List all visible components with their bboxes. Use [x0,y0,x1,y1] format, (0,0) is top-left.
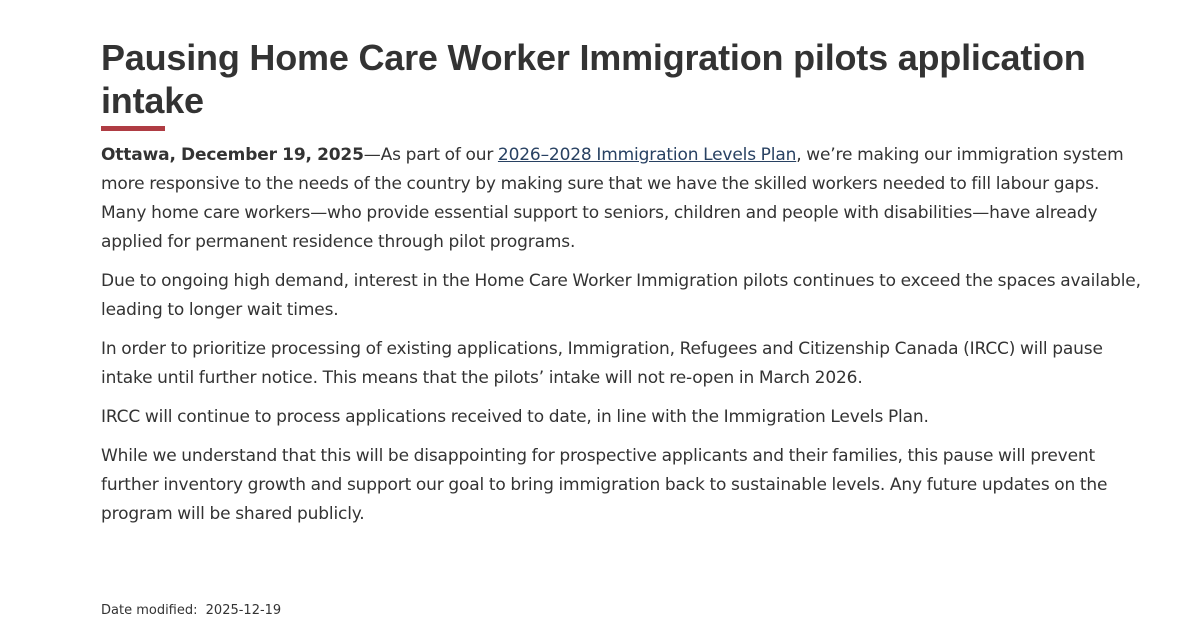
title-underline [101,126,165,131]
date-modified-value: 2025-12-19 [205,603,282,618]
date-modified-label: Date modified: [101,603,198,618]
paragraph-intro [101,141,1141,257]
date-modified [101,602,281,620]
dateline: Ottawa, December 19, 2025 [101,145,364,165]
intro-lead: —As part of our [363,145,498,165]
paragraph-processing: IRCC will continue to process applications received to date, in line with the Immigration Levels Plan. [101,407,929,427]
paragraph-demand: Due to ongoing high demand, interest in the Home Care Worker Immigration pilots continues to exceed the spaces available, leading to longer wait times. [101,271,1141,320]
intro-rest: , we’re making our immigration system more responsive to the needs of the country by making sure that we have the skilled workers needed to fill labour gaps. Many home care workers—who provide essential support to seniors, children and people with disabilities—have already applied for permanent residence through pilot programs. [101,145,1124,252]
paragraph-outlook: While we understand that this will be disappointing for prospective applicants and their families, this pause will prevent further inventory growth and support our goal to bring immigration back to sustainable levels. Any future updates on the program will be shared publicly. [101,446,1108,524]
paragraph-pause: In order to prioritize processing of existing applications, Immigration, Refugees and Citizenship Canada (IRCC) will pause intake until further notice. This means that the pilots’ intake will not re-open in March 2026. [101,339,1103,388]
page-title: Pausing Home Care Worker Immigration pilots application intake [101,37,1086,121]
levels-plan-link[interactable]: 2026–2028 Immigration Levels Plan [497,145,797,165]
article [101,36,1141,539]
